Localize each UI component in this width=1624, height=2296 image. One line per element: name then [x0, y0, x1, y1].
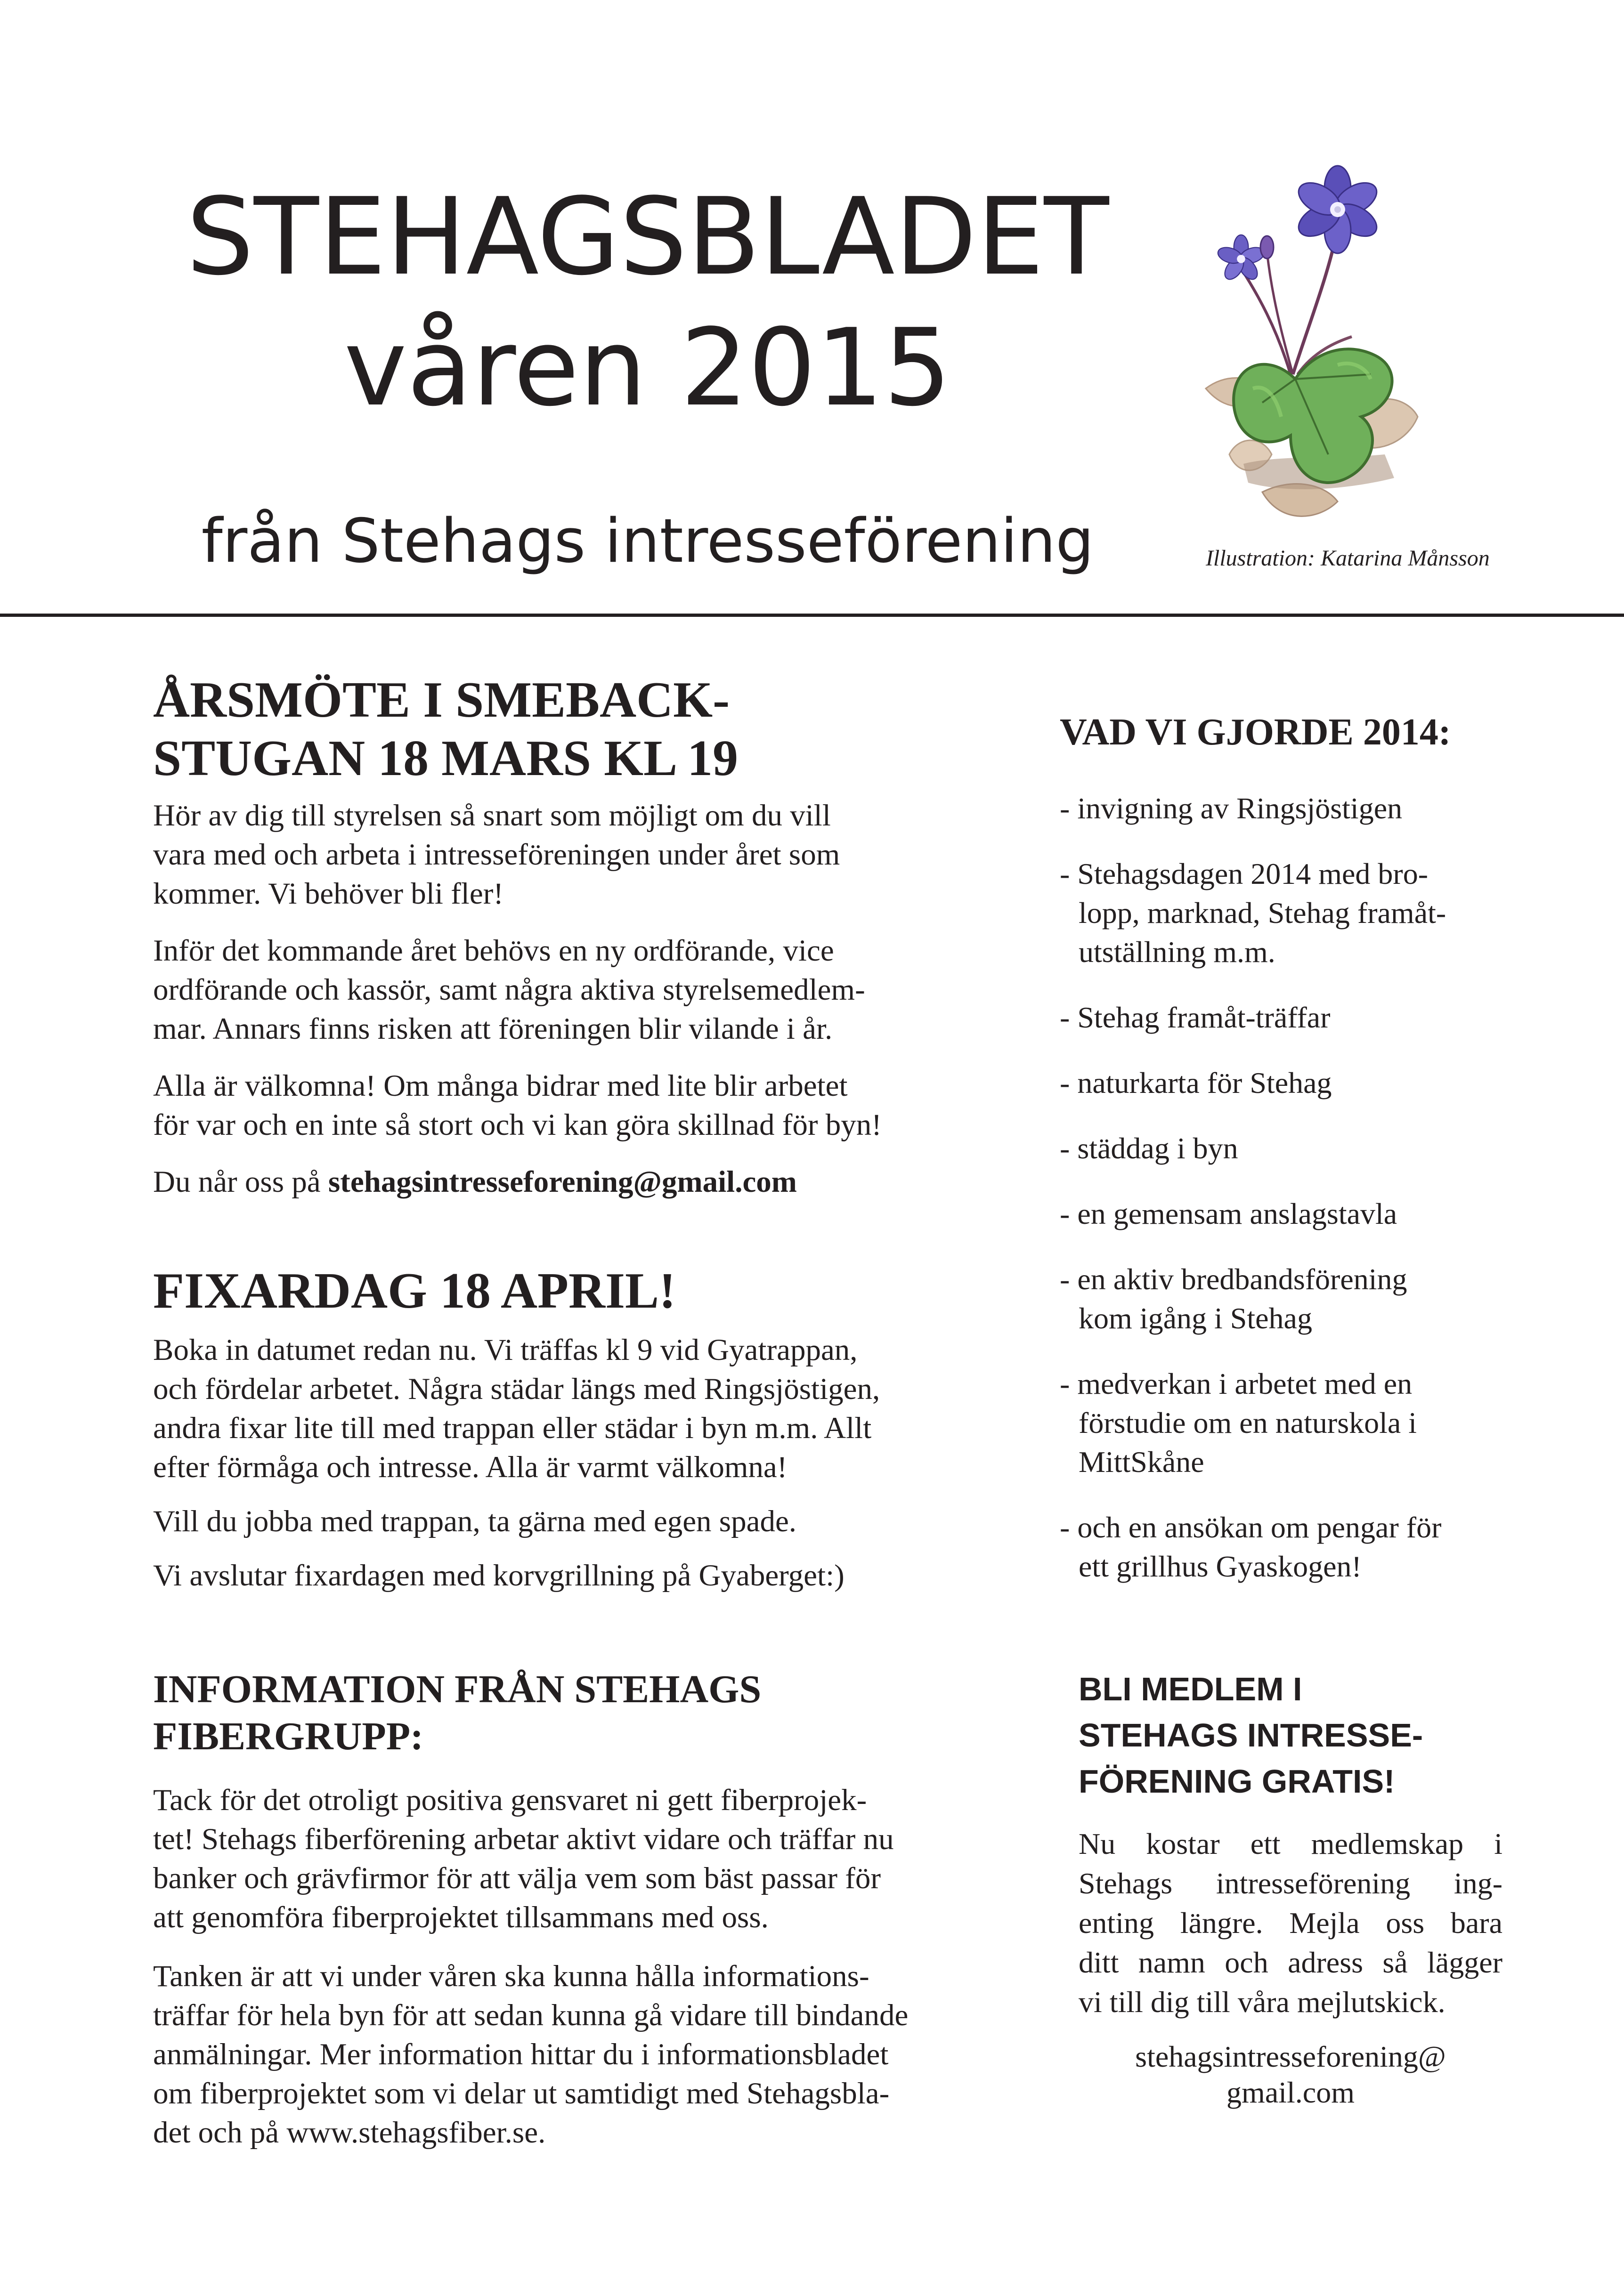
membership-heading: BLI MEDLEM I STEHAGS INTRESSE- FÖRENING GRATIS!	[1079, 1671, 1423, 1800]
arsmote-contact	[153, 1163, 944, 1202]
list-item: - Stehagsdagen 2014 med bro- lopp, marknad, Stehag framåt- utställning m.m.	[1060, 857, 1446, 969]
fiber-section	[153, 1666, 944, 2152]
list-item: - en aktiv bredbandsförening kom igång i Stehag	[1060, 1262, 1407, 1335]
newsletter-title	[141, 172, 1154, 434]
left-column	[153, 671, 944, 2152]
fiber-heading: INFORMATION FRÅN STEHAGS FIBERGRUPP:	[153, 1667, 762, 1758]
contact-email-link[interactable]: stehagsintresseforening@gmail.com	[328, 1165, 797, 1199]
membership-email-link[interactable]: stehagsintresseforening@ gmail.com	[1135, 2040, 1446, 2109]
arsmote-paragraph-1: Hör av dig till styrelsen så snart som möjligt om du vill vara med och arbeta i intresseföreningen under året som kommer. Vi behöver bli fler!	[153, 799, 840, 911]
fixardag-paragraph-3: Vi avslutar fixardagen med korvgrillning på Gyaberget:)	[153, 1559, 844, 1593]
list-item: - medverkan i arbetet med en förstudie om en naturskola i MittSkåne	[1060, 1367, 1417, 1479]
done-2014-list	[1060, 789, 1531, 1586]
fixardag-paragraph-2: Vill du jobba med trappan, ta gärna med egen spade.	[153, 1504, 797, 1538]
arsmote-heading: ÅRSMÖTE I SMEBACK- STUGAN 18 MARS KL 19	[153, 672, 739, 786]
fiber-paragraph-1: Tack för det otroligt positiva gensvaret ni gett fiberprojek- tet! Stehags fiberförening arbetar aktivt vidare och träffar nu banker och grävfirmor för att välja vem som bäst passar för att genomföra fiberprojektet tillsammans med oss.	[153, 1783, 894, 1934]
fixardag-section	[153, 1262, 944, 1595]
illustration-credit: Illustration: Katarina Månsson	[1206, 546, 1490, 571]
list-item: - och en ansökan om pengar för ett grillhus Gyaskogen!	[1060, 1511, 1442, 1583]
list-item: - städdag i byn	[1060, 1132, 1238, 1165]
done-2014-heading: VAD VI GJORDE 2014:	[1060, 711, 1451, 753]
list-item: - Stehag framåt-träffar	[1060, 1001, 1331, 1034]
masthead-divider	[0, 614, 1624, 617]
membership-text: Nu kostar ett medlemskap i Stehags intresseförening ing- enting längre. Mejla oss bara ditt namn och adress så lägger vi till dig till våra mejlutskick.	[1079, 1827, 1502, 2019]
hepatica-flower-illustration	[1196, 153, 1432, 539]
right-column	[1060, 709, 1531, 2110]
fixardag-heading: FIXARDAG 18 APRIL!	[153, 1263, 676, 1319]
list-item: - naturkarta för Stehag	[1060, 1066, 1332, 1099]
arsmote-section	[153, 671, 944, 1202]
fiber-paragraph-2: Tanken är att vi under våren ska kunna hålla informations- träffar för hela byn för att sedan kunna gå vidare till bindande anmälningar. Mer information hittar du i informationsbladet om fiberprojektet som vi delar ut samtidigt med Stehagsbla- det och på www.stehagsfiber.se.	[153, 1959, 909, 2150]
list-item: - en gemensam anslagstavla	[1060, 1197, 1397, 1230]
list-item: - invigning av Ringsjöstigen	[1060, 792, 1403, 825]
contact-prefix: Du når oss på	[153, 1165, 328, 1199]
arsmote-paragraph-2: Inför det kommande året behövs en ny ordförande, vice ordförande och kassör, samt några aktiva styrelsemedlem- mar. Annars finns risken att föreningen blir vilande i år.	[153, 934, 865, 1046]
fixardag-paragraph-1: Boka in datumet redan nu. Vi träffas kl 9 vid Gyatrappan, och fördelar arbetet. Några städar längs med Ringsjöstigen, andra fixar lite till med trappan eller städar i byn m.m. Allt efter förmåga och intresse. Alla är varmt välkomna!	[153, 1333, 880, 1484]
arsmote-paragraph-3: Alla är välkomna! Om många bidrar med lite blir arbetet för var och en inte så stort och vi kan göra skillnad för byn!	[153, 1069, 882, 1142]
title-line-2: våren 2015	[344, 306, 951, 430]
title-line-1: STEHAGSBLADET	[186, 175, 1109, 299]
newsletter-subtitle: från Stehags intresseförening	[201, 506, 1094, 576]
membership-box	[1060, 1666, 1531, 2110]
